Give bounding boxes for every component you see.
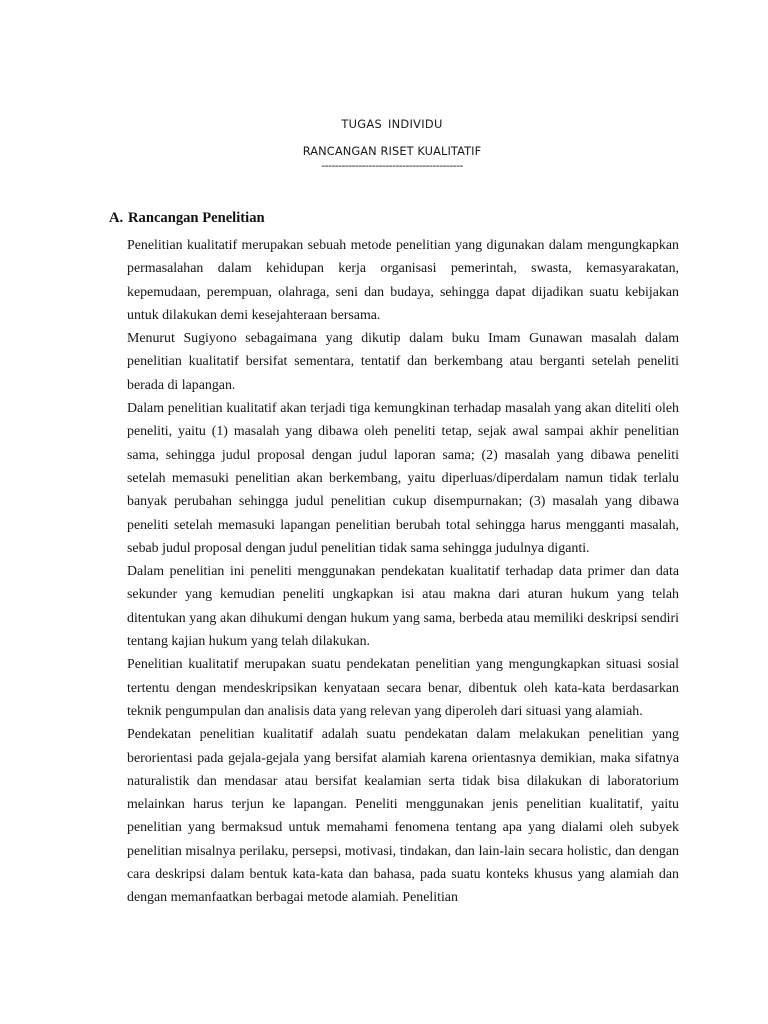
- title-underline: ------------------------------------------: [321, 161, 463, 172]
- section-body: [127, 234, 679, 910]
- paragraph: Penelitian kualitatif merupakan suatu pendekatan penelitian yang mengungkapkan situasi sosial tertentu dengan mendeskripsikan kenyataan secara benar, dibentuk oleh kata-kata berdasarkan teknik pengumpulan dan analisis data yang relevan yang diperoleh dari situasi yang alamiah.: [127, 657, 679, 719]
- section-heading: [109, 206, 265, 230]
- document-header: [0, 113, 768, 175]
- paragraph: Penelitian kualitatif merupakan sebuah metode penelitian yang digunakan dalam mengungkapkan permasalahan dalam kehidupan kerja organisasi pemerintah, swasta, kemasyarakatan, kepemudaan, perempuan, olahraga, seni dan budaya, sehingga dapat dijadikan suatu kebijakan untuk dilakukan demi kesejahteraan bersama.: [127, 238, 679, 323]
- paragraph: Menurut Sugiyono sebagaimana yang dikutip dalam buku Imam Gunawan masalah dalam penelitian kualitatif bersifat sementara, tentatif dan berkembang atau berganti setelah peneliti berada di lapangan.: [127, 331, 679, 393]
- section-letter: A.: [109, 210, 124, 226]
- document-title: TUGAS INDIVIDU: [341, 117, 443, 131]
- paragraph: Dalam penelitian ini peneliti menggunakan pendekatan kualitatif terhadap data primer dan data sekunder yang kemudian peneliti ungkapkan isi atau makna dari aturan hukum yang telah ditentukan yang akan dihukumi dengan hukum yang sama, berbeda atau memiliki deskripsi sendiri tentang kajian hukum yang telah dilakukan.: [127, 564, 679, 650]
- paragraph: Pendekatan penelitian kualitatif adalah suatu pendekatan dalam melakukan penelitian yang berorientasi pada gejala-gejala yang bersifat alamiah karena orientasnya demikian, maka sifatnya naturalistik dan mendasar atau bersifat kealamian serta tidak bisa dilakukan di laboratorium melainkan harus terjun ke lapangan. Peneliti menggunakan jenis penelitian kualitatif, yaitu penelitian yang bermaksud untuk memahami fenomena tentang apa yang dialami oleh subyek penelitian misalnya perilaku, persepsi, motivasi, tindakan, dan lain-lain secara holistic, dan dengan cara deskripsi dalam bentuk kata-kata dan bahasa, pada suatu konteks khusus yang alamiah dan dengan memanfaatkan berbagai metode alamiah. Penelitian: [127, 727, 679, 906]
- document-subtitle: RANCANGAN RISET KUALITATIF: [302, 144, 482, 158]
- section-heading-text: Rancangan Penelitian: [128, 210, 265, 226]
- paragraph: Dalam penelitian kualitatif akan terjadi tiga kemungkinan terhadap masalah yang akan diteliti oleh peneliti, yaitu (1) masalah yang dibawa oleh peneliti tetap, sejak awal sampai akhir penelitian sama, sehingga judul proposal dengan judul laporan sama; (2) masalah yang dibawa peneliti setelah memasuki penelitian akan berkembang, yaitu diperluas/diperdalam namun tidak terlalu banyak perubahan sehingga judul penelitian cukup disempurnakan; (3) masalah yang dibawa peneliti setelah memasuki lapangan penelitian berubah total sehingga harus mengganti masalah, sebab judul proposal dengan judul penelitian tidak sama sehingga judulnya diganti.: [127, 401, 679, 556]
